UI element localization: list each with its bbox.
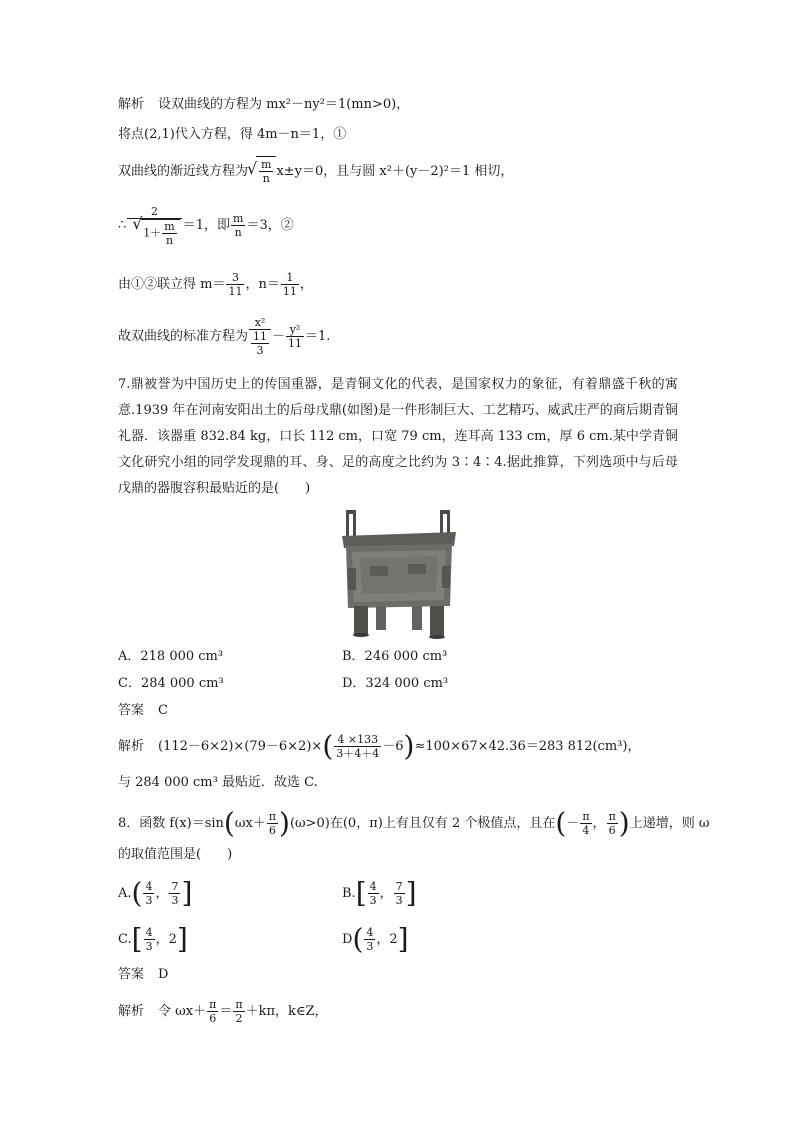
option-b[interactable]: B．246 000 cm³ <box>342 649 448 664</box>
line-text: － <box>566 816 580 831</box>
answer-label: 答案 <box>118 967 145 982</box>
line-text: (112－6×2)×(79－6×2)× <box>158 739 323 754</box>
fraction: 2 √ 1＋ $\frac{m}{n}$ <box>127 205 181 247</box>
line-text: 由①②联立得 m＝ <box>118 277 226 292</box>
solution-label: 解析 <box>118 97 145 112</box>
question-7-text: 7.鼎被誉为中国历史上的传国重器，是青铜文化的代表，是国家权力的象征，有着鼎盛千秋的寓意.1939 年在河南安阳出土的后母戊鼎(如图)是一件形制巨大、工艺精巧、威武庄严的商后期青铜礼器．该器重 832.84 kg，口长 112 cm，口宽 79 cm，连耳高 133 cm，厚 6 cm.某中学青铜文化研究小组的同学发现鼎的耳、身、足的高度之比约为 3∶4∶4.据此推算，下列选项中与后母戊鼎的器腹容积最贴近的是( ) <box>118 377 678 496</box>
fraction: $\frac{4 \times 133}{3+4+4}$ <box>336 733 380 760</box>
line-text: ＋kπ，k∈Z， <box>245 1004 328 1019</box>
answer-value: C <box>158 703 168 718</box>
line-text: 设双曲线的方程为 mx²－ny²＝1(mn>0)， <box>158 97 410 112</box>
prev-solution-line-2: 将点(2,1)代入方程，得 4m－n＝1，① <box>118 127 347 142</box>
prev-solution-line-6 <box>118 312 330 362</box>
q8-option-b[interactable]: B.[ $\frac{4}{3}$ ， $\frac{7}{3}$ ] <box>342 876 417 910</box>
option-d[interactable]: D．324 000 cm³ <box>342 676 449 691</box>
line-text: 双曲线的渐近线方程为 <box>118 164 249 179</box>
question-8-line-2: 的取值范围是( ) <box>118 847 233 862</box>
option-a[interactable]: A．218 000 cm³ <box>118 649 224 664</box>
therefore-symbol: ∴ <box>118 218 127 233</box>
line-text: －6 <box>382 739 404 754</box>
q7-answer <box>118 702 168 720</box>
answer-value: D <box>158 967 169 982</box>
fraction: √ $\frac{m}{n}$ <box>261 158 272 185</box>
prev-solution-line-3 <box>118 156 513 187</box>
fraction: $\frac{\pi}{4}$ <box>582 810 590 837</box>
fraction: $\frac{1}{11}$ <box>282 271 297 298</box>
line-text: ＝ <box>219 1004 233 1019</box>
option-c[interactable]: C．284 000 cm³ <box>118 676 224 691</box>
line-text: ＝3，② <box>246 218 294 233</box>
line-text: 上递增，则 ω <box>629 816 710 831</box>
bronze-ding-photo <box>340 506 458 640</box>
sqrt-expression <box>256 156 276 187</box>
fraction: $\frac{\text{x²}}{\frac{11}{3}}$ <box>249 316 271 357</box>
answer-label: 答案 <box>118 703 145 718</box>
q7-solution-line-1: 解析 (112－6×2)×(79－6×2)×( $\frac{4 \times 133}{3+4+4}$ －6)≈100×67×42.36＝283 812(cm³)， <box>118 729 641 763</box>
q8-option-c[interactable]: C.[ $\frac{4}{3}$ ，2] <box>118 922 188 956</box>
line-text: ，n＝ <box>245 277 280 292</box>
line-text: x±y＝0，且与圆 x²＋(y－2)²＝1 相切， <box>276 164 514 179</box>
fraction: $\frac{\pi}{6}$ <box>608 810 616 837</box>
line-text: ， <box>592 816 606 831</box>
line-text: 令 ωx＋ <box>158 1004 207 1019</box>
line-text: ， <box>299 277 313 292</box>
fraction: $\frac{\pi}{6}$ <box>209 998 217 1025</box>
q8-solution-line-1 <box>118 994 328 1030</box>
solution-label: 解析 <box>118 1004 145 1019</box>
line-text: ＝1，即 <box>182 218 230 233</box>
fraction: $\frac{m}{n}$ <box>233 212 244 239</box>
line-text: ≈100×67×42.36＝283 812(cm³)， <box>414 739 641 754</box>
fraction: $\frac{\pi}{2}$ <box>235 998 243 1025</box>
fraction: $\frac{3}{11}$ <box>228 271 243 298</box>
q8-answer <box>118 966 168 984</box>
question-8-line-1: 8．函数 f(x)＝sin(ωx＋ $\frac{\pi}{6}$ )(ω>0)在(0，π)上有且仅有 2 个极值点，且在(－ $\frac{\pi}{4}$ ， $\frac{\pi}{6}$ )上递增，则 ω <box>118 806 710 840</box>
line-text: (ω>0)在(0，π)上有且仅有 2 个极值点，且在 <box>289 816 556 831</box>
prev-solution-line-4 <box>118 200 294 252</box>
prev-solution-line-1 <box>118 96 409 114</box>
line-text: － <box>272 329 286 344</box>
solution-label: 解析 <box>118 739 145 754</box>
line-text: 故双曲线的标准方程为 <box>118 329 249 344</box>
line-text: ωx＋ <box>234 816 266 831</box>
prev-solution-line-5 <box>118 268 313 302</box>
q8-option-d[interactable]: D( $\frac{4}{3}$ ，2] <box>342 922 409 956</box>
q7-solution-line-2: 与 284 000 cm³ 最贴近．故选 C. <box>118 775 318 790</box>
line-text: ＝1. <box>305 329 331 344</box>
fraction: $\frac{\pi}{6}$ <box>268 810 277 837</box>
q8-option-a[interactable]: A.( $\frac{4}{3}$ ， $\frac{7}{3}$ ] <box>118 876 193 910</box>
line-text: 8．函数 f(x)＝sin <box>118 816 224 831</box>
fraction: $\frac{\text{y²}}{11}$ <box>288 323 303 350</box>
